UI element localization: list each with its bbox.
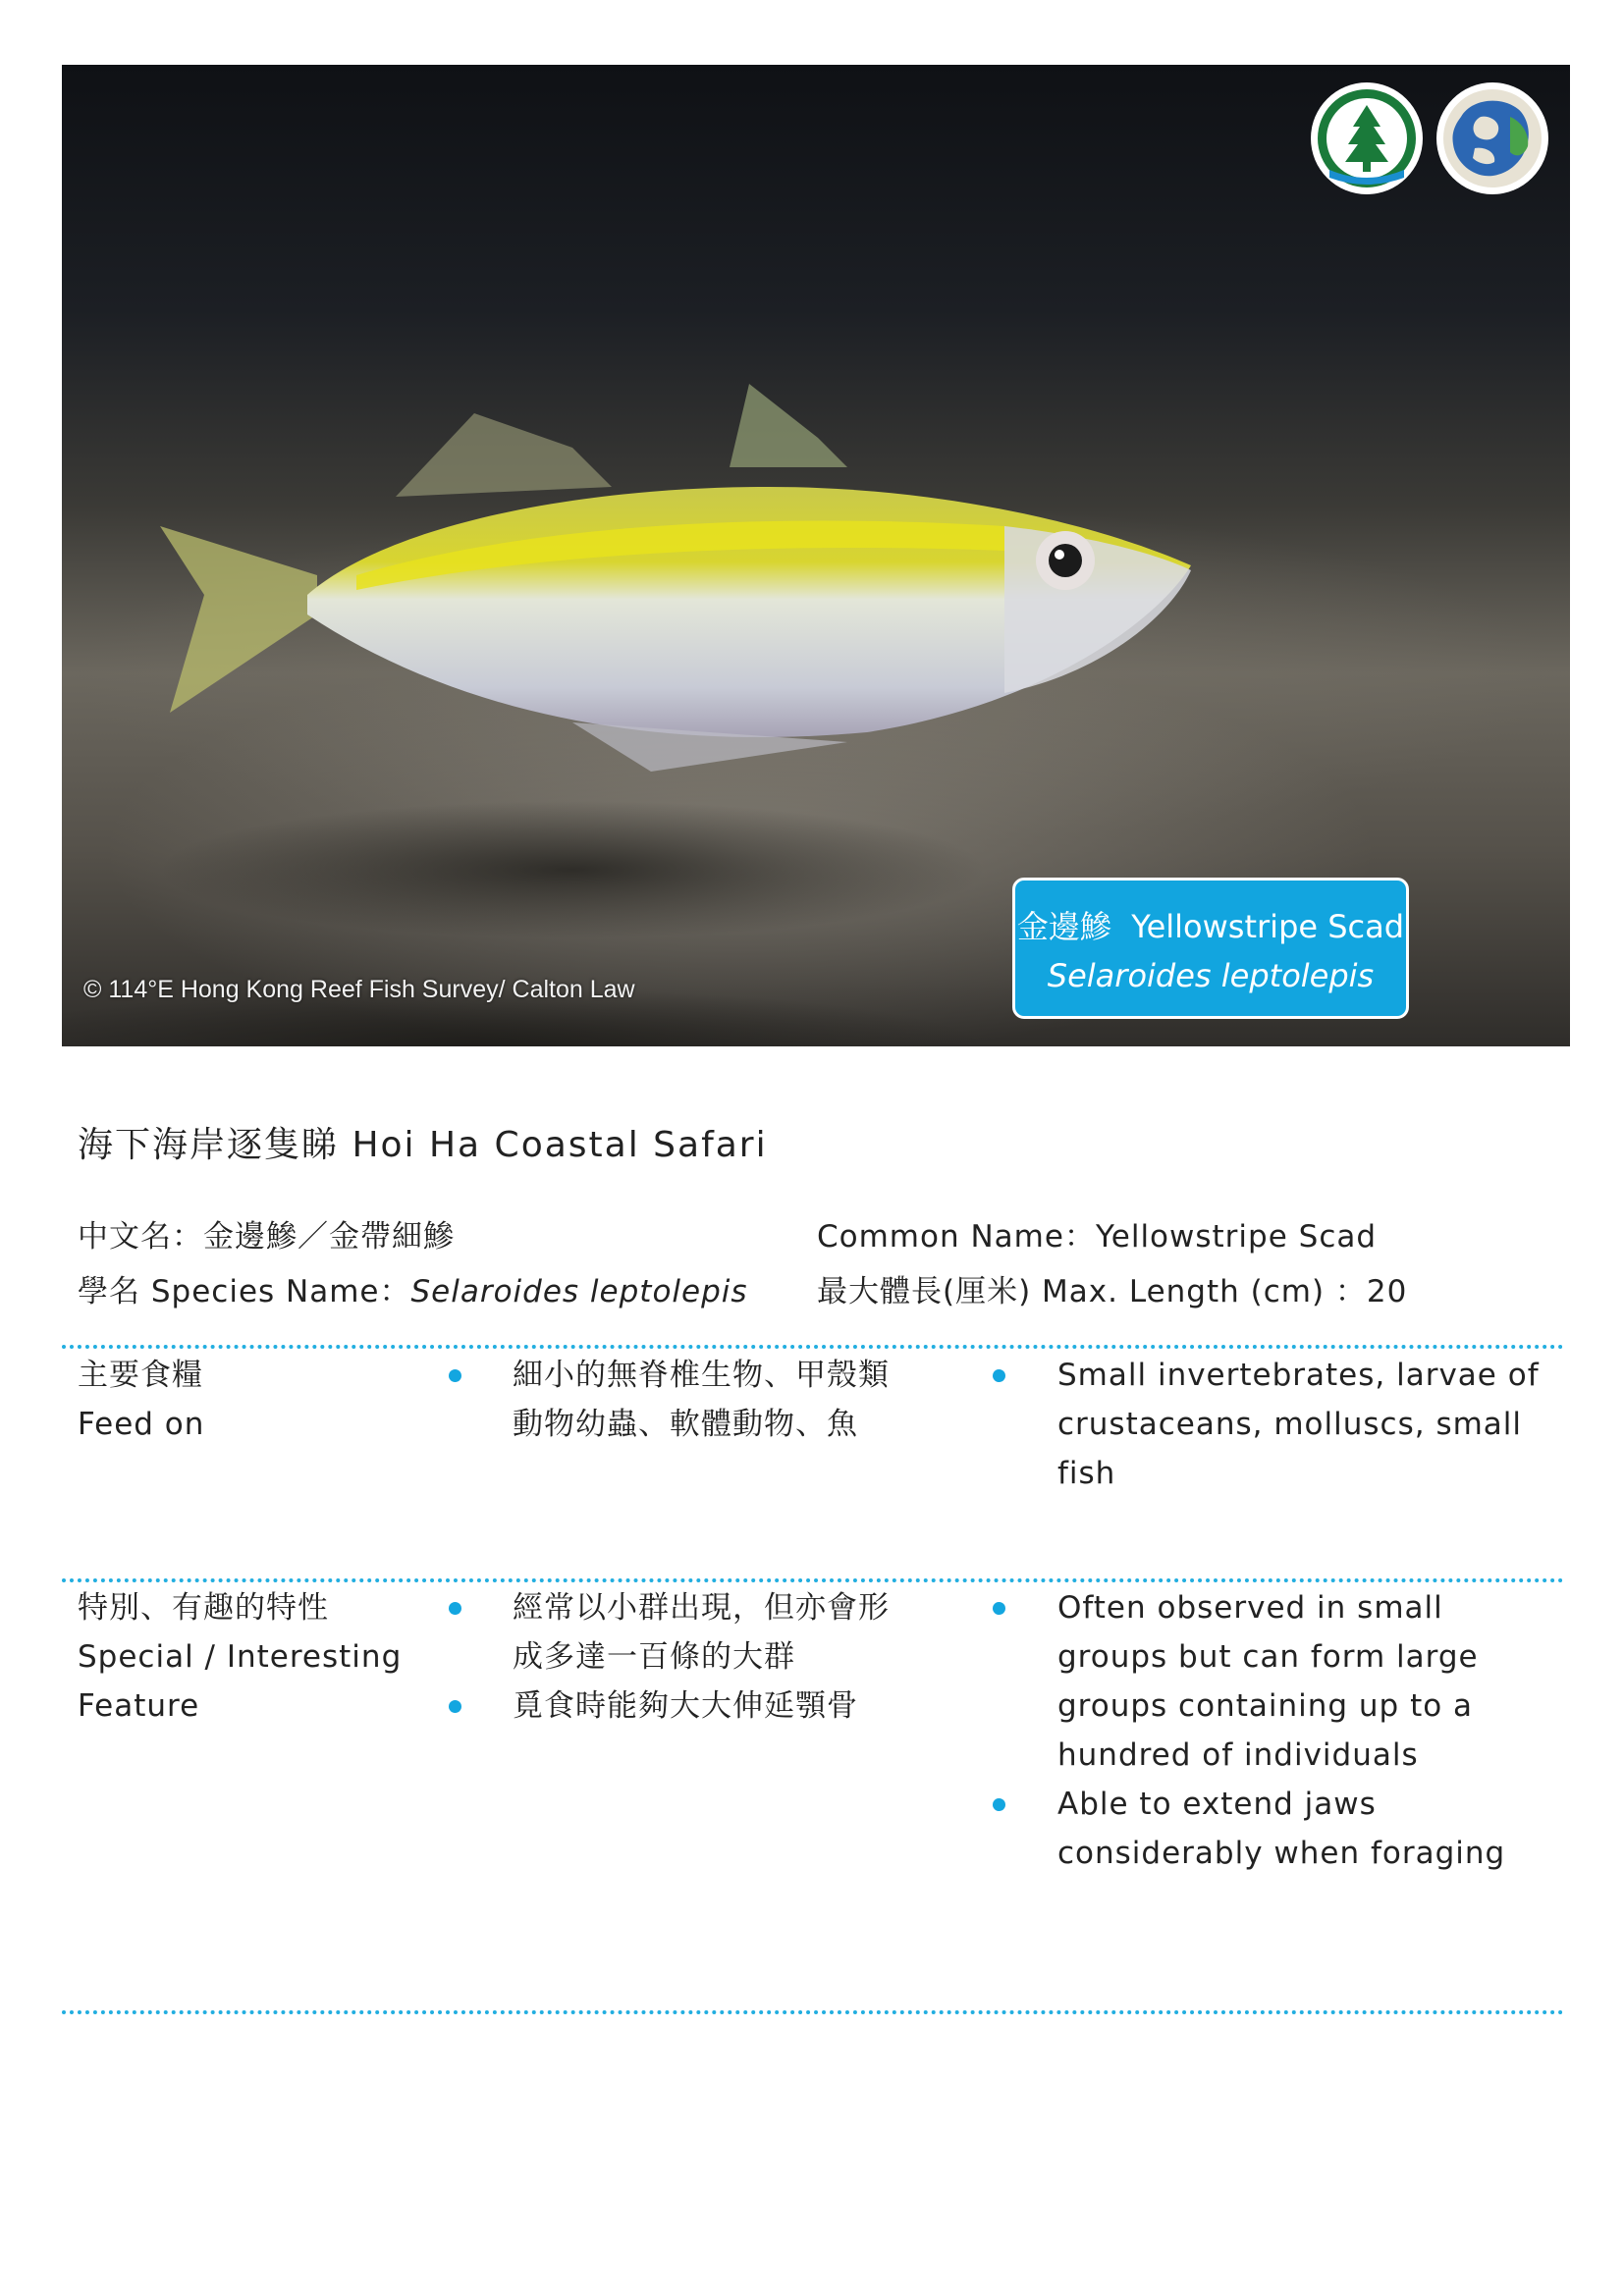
feature-label — [78, 1583, 402, 1731]
list-item: Able to extend jaws — [1057, 1787, 1377, 1822]
name-box-scientific-name: Selaroides leptolepis — [1047, 957, 1375, 994]
feature-label-cn: 特別、有趣的特性 — [78, 1590, 329, 1626]
list-item: 經常以小群出現，但亦會形 — [513, 1590, 890, 1626]
list-item: crustaceans, molluscs, small — [1057, 1407, 1523, 1442]
feature-cn-list — [513, 1583, 890, 1731]
list-item: Small invertebrates, larvae of — [1057, 1358, 1540, 1393]
fish-photo — [62, 65, 1570, 1046]
list-item: hundred of individuals — [1057, 1737, 1419, 1773]
max-length-value: 20 — [1366, 1274, 1408, 1309]
species-name-label: 學名 Species Name： — [78, 1274, 411, 1309]
max-length-row — [817, 1266, 1407, 1310]
max-length-label: 最大體長(厘米) Max. Length (cm) ： — [817, 1274, 1367, 1309]
list-item: Often observed in small — [1057, 1590, 1443, 1626]
bullet-dot — [993, 1369, 1005, 1382]
feed-label — [78, 1351, 204, 1449]
bullet-dot — [449, 1369, 461, 1382]
bullet-dot — [449, 1700, 461, 1713]
name-box-english-name: Yellowstripe Scad — [1131, 908, 1405, 945]
bullet-dot — [449, 1602, 461, 1615]
tree-icon — [1316, 87, 1418, 189]
list-item: groups containing up to a — [1057, 1688, 1474, 1724]
common-name-label: Common Name： — [817, 1219, 1096, 1255]
list-item: 動物幼蟲、軟體動物、魚 — [513, 1407, 858, 1442]
bullet-dot — [993, 1602, 1005, 1615]
page-title: 海下海岸逐隻睇 Hoi Ha Coastal Safari — [78, 1125, 768, 1165]
reef-check-icon — [1441, 87, 1543, 189]
feature-label-en-1: Special / Interesting — [78, 1639, 403, 1675]
list-item: considerably when foraging — [1057, 1836, 1506, 1871]
feed-label-en: Feed on — [78, 1407, 205, 1442]
name-box-chinese-name: 金邊鰺 — [1016, 908, 1111, 945]
list-item: 成多達一百條的大群 — [513, 1639, 795, 1675]
divider-2 — [62, 1578, 1564, 1582]
photo-copyright: © 114°E Hong Kong Reef Fish Survey/ Calton Law — [83, 976, 635, 1003]
list-item: 覓食時能夠大大伸延顎骨 — [513, 1688, 858, 1724]
feed-label-cn: 主要食糧 — [78, 1358, 203, 1393]
feature-en-list — [1057, 1583, 1505, 1878]
feed-en-list — [1057, 1351, 1540, 1498]
species-name-row — [78, 1266, 748, 1310]
list-item: groups but can form large — [1057, 1639, 1479, 1675]
chinese-name-value: 金邊鰺／金帶細鰺 — [203, 1219, 455, 1255]
afcd-logo — [1311, 82, 1423, 194]
list-item: fish — [1057, 1456, 1116, 1491]
feature-label-en-2: Feature — [78, 1688, 200, 1724]
species-name-box — [1012, 878, 1409, 1019]
list-item: 細小的無脊椎生物、甲殼類 — [513, 1358, 890, 1393]
chinese-name-row — [78, 1211, 455, 1255]
chinese-name-label: 中文名： — [78, 1219, 203, 1255]
common-name-row — [817, 1211, 1377, 1255]
reef-check-logo — [1436, 82, 1548, 194]
bullet-dot — [993, 1798, 1005, 1811]
divider-3 — [62, 2010, 1564, 2014]
species-name-value: Selaroides leptolepis — [410, 1274, 748, 1309]
divider-1 — [62, 1345, 1564, 1349]
feed-cn-list — [513, 1351, 890, 1449]
common-name-value: Yellowstripe Scad — [1095, 1219, 1378, 1255]
